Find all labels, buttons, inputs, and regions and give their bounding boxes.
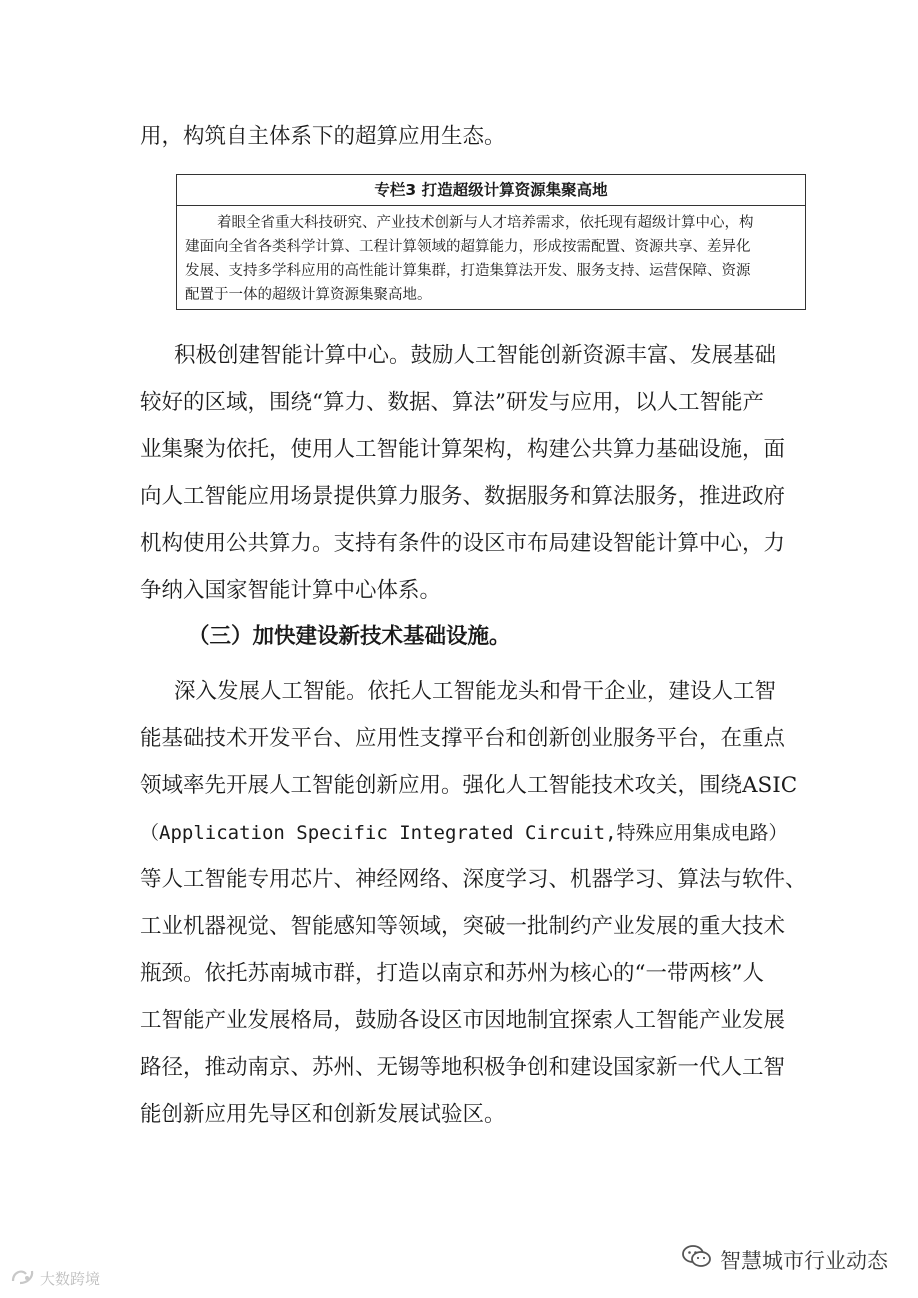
- paragraph-line: 积极创建智能计算中心。鼓励人工智能创新资源丰富、发展基础: [174, 343, 777, 368]
- column-box-line: 发展、支持多学科应用的高性能计算集群，打造集算法开发、服务支持、运营保障、资源: [185, 263, 751, 279]
- paragraph-line: 工业机器视觉、智能感知等领域，突破一批制约产业发展的重大技术: [140, 914, 786, 939]
- wechat-icon: [682, 1244, 712, 1275]
- column-box: [176, 174, 806, 310]
- paragraph-line: 领域率先开展人工智能创新应用。强化人工智能技术攻关，围绕ASIC: [140, 773, 798, 798]
- section-heading: （三）加快建设新技术基础设施。: [188, 624, 511, 649]
- column-box-line: 配置于一体的超级计算资源集聚高地。: [185, 287, 432, 303]
- paragraph-line: 业集聚为依托，使用人工智能计算架构，构建公共算力基础设施，面: [140, 437, 786, 462]
- paragraph-line: 工智能产业发展格局，鼓励各设区市因地制宜探索人工智能产业发展: [140, 1008, 786, 1033]
- paragraph-line: 向人工智能应用场景提供算力服务、数据服务和算法服务，推进政府: [140, 484, 786, 509]
- watermark-logo-icon: [10, 1266, 36, 1290]
- column-box-title: 专栏3 打造超级计算资源集聚高地: [177, 175, 805, 206]
- paragraph-line: 瓶颈。依托苏南城市群，打造以南京和苏州为核心的“一带两核”人: [140, 961, 764, 986]
- footer-brand: [682, 1244, 888, 1275]
- paragraph-line: 能创新应用先导区和创新发展试验区。: [140, 1102, 506, 1127]
- footer-brand-name: 智慧城市行业动态: [720, 1248, 888, 1273]
- paragraph-line: 深入发展人工智能。依托人工智能龙头和骨干企业，建设人工智: [174, 679, 777, 704]
- paragraph-line: 路径，推动南京、苏州、无锡等地积极争创和建设国家新一代人工智: [140, 1055, 786, 1080]
- paragraph-line: 能基础技术开发平台、应用性支撑平台和创新创业服务平台，在重点: [140, 726, 786, 751]
- paragraph-line: （Application Specific Integrated Circuit,特殊应用集成电路）: [140, 822, 788, 844]
- paragraph-line: 较好的区域，围绕“算力、数据、算法”研发与应用，以人工智能产: [140, 390, 764, 415]
- column-box-line: 着眼全省重大科技研究、产业技术创新与人才培养需求，依托现有超级计算中心，构: [217, 215, 754, 231]
- watermark: [10, 1266, 100, 1290]
- watermark-text: 大数跨境: [40, 1269, 101, 1288]
- intro-line: 用，构筑自主体系下的超算应用生态。: [140, 124, 506, 149]
- paragraph-line: 争纳入国家智能计算中心体系。: [140, 578, 442, 603]
- paragraph-line: 等人工智能专用芯片、神经网络、深度学习、机器学习、算法与软件、: [140, 867, 807, 892]
- column-box-line: 建面向全省各类科学计算、工程计算领域的超算能力，形成按需配置、资源共享、差异化: [185, 239, 751, 255]
- paragraph-line: 机构使用公共算力。支持有条件的设区市布局建设智能计算中心，力: [140, 531, 786, 556]
